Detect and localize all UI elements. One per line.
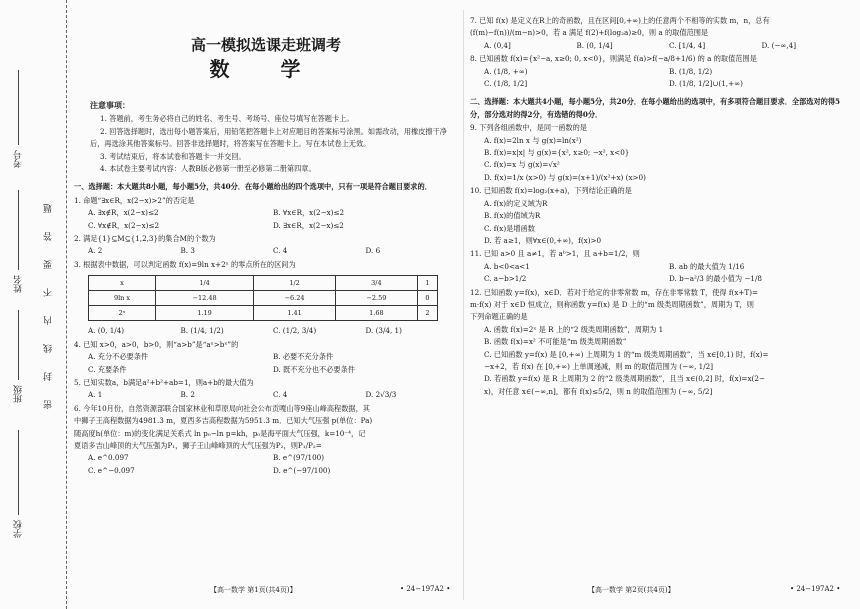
table-cell: 0	[417, 291, 437, 306]
seal-char: 不	[44, 288, 54, 297]
table-cell: −12.48	[156, 291, 254, 306]
option: D. (3/4, 1)	[365, 326, 402, 336]
option: D. 既不充分也不必要条件	[273, 364, 355, 374]
seal-char: 密	[44, 400, 54, 409]
option: x)，对任意 x∈(−∞,n]，都有 f(x)≤5/2，则 n 的取值范围为 (−∞, 5/2]	[484, 386, 713, 396]
option: B. ab 的最大值为 1/16	[669, 261, 745, 271]
notes-heading: 注意事项：	[90, 100, 130, 110]
option: C. ∀x∉R，x(2−x)≤2	[88, 220, 160, 230]
option: C. e^−0.097	[88, 465, 135, 475]
table-cell: 1	[417, 276, 437, 291]
option: A. b<0<a<1	[484, 261, 530, 271]
table-cell: 1.41	[254, 306, 336, 321]
question-stem: 5. 已知实数a，b满足a²+b²+ab=1，则a+b的最大值为	[74, 377, 254, 387]
option: A. (0, 1/4)	[88, 326, 125, 336]
write-line	[18, 70, 19, 145]
question-options	[470, 324, 854, 398]
option: B. e^(97/100)	[273, 453, 325, 463]
note-item: 1. 答题前，考生务必将自己的姓名、考生号、考场号、座位号填写在答题卡上。	[100, 114, 354, 124]
question-stem: 9. 下列各组函数中，是同一函数的是	[470, 123, 587, 133]
question-options	[74, 351, 458, 376]
question-stem: 11. 已知 a>0 且 a≠1，若 aᵇ>1，且 a+b=1/2，则	[470, 249, 640, 259]
question-stem: 6. 今年10月份，自然资源部联合国家林业和草原局向社会公布贡嘎山等9座山峰高程数据，其	[74, 403, 370, 413]
option: A. 充分不必要条件	[88, 352, 149, 362]
option: C. a−b>1/2	[484, 274, 527, 284]
question-stem-line: 中狮子王高程数据为4981.3 m，夏西多吉高程数据为5951.3 m．已知大气压强 p(单位：Pa)	[74, 416, 373, 426]
option: A. 2	[88, 246, 103, 256]
option: D. e^(−97/100)	[273, 465, 331, 475]
note-item: 3. 考试结束后，将本试卷和答题卡一并交回。	[100, 151, 246, 161]
option: A. (0,4]	[484, 40, 511, 50]
right-column	[470, 14, 854, 398]
page-fold-divider	[463, 10, 464, 600]
question-stem: 12. 已知函数 y=f(x)，x∈D．若对于给定的非零常数 m，存在非零常数 T，使得 f(x+T)=	[470, 287, 759, 297]
question-stem: 1. 命题“∃x∈R，x(2−x)>2”的否定是	[74, 195, 195, 205]
table-row	[89, 306, 438, 321]
field-school: 学校	[14, 520, 24, 538]
table-cell: 3/4	[335, 276, 417, 291]
binding-margin	[0, 0, 67, 609]
option: A. f(x)的定义域为R	[484, 198, 548, 208]
left-column	[74, 14, 458, 477]
option: C. (1/2, 3/4)	[273, 326, 317, 336]
question-stem-line: 随高度h(单位：m)的变化满足关系式 ln p₀−ln p=kh，p₀是海平面大气压强，k=10⁻⁴，记	[74, 428, 366, 438]
question-options	[74, 452, 458, 477]
option: C. 4	[273, 390, 288, 400]
write-line	[18, 190, 19, 270]
option: C. f(x)是增函数	[484, 223, 535, 233]
seal-char: 线	[44, 344, 54, 353]
write-line	[18, 430, 19, 515]
seal-char: 题	[44, 204, 54, 213]
question-stem-line: m·f(x) 对于 x∈D 恒成立，则称函数 y=f(x) 是 D 上的“m 级类周期函数”，周期为 T，则	[470, 299, 754, 309]
page-code: • 24−197A2 •	[400, 585, 451, 593]
option: C. f(x)=x 与 g(x)=√x²	[484, 160, 560, 170]
section-heading: 二、选择题：本大题共4小题，每小题5分，共20分．在每小题给出的选项中，有多项符合题目要求．全部选对的得5分，部分选对的得2分，有选错的得0分．	[470, 97, 841, 119]
option: D. 若 a≥1，则∀x∈(0,+∞)，f(x)>0	[484, 235, 602, 245]
question-options	[470, 261, 854, 286]
question-options	[470, 40, 854, 52]
option: C. [1/4, 4]	[669, 40, 706, 50]
option: −x+2，若 f(x) 在 [0,+∞) 上单调递减，则 m 的取值范围为 (−∞, 1/2]	[484, 361, 714, 371]
option: B. (1/8, 1/2)	[669, 66, 713, 76]
seal-char: 封	[44, 372, 54, 381]
option: B. 3	[180, 246, 195, 256]
option: A. ∃x∉R，x(2−x)≤2	[88, 208, 159, 218]
question-stem: 3. 根据表中数据，可以判定函数 f(x)=9ln x+2ˣ 的零点所在的区间为	[74, 259, 296, 269]
option: D. (−∞,4]	[761, 40, 797, 50]
table-cell: 1.19	[156, 306, 254, 321]
page-footer: 【高一数学 第2页(共4页)】	[588, 586, 675, 594]
table-cell: −2.59	[335, 291, 417, 306]
option: C. 充要条件	[88, 364, 127, 374]
question-stem: 4. 已知 x>0，a>0，b>0，则“a>b”是“aˣ>bˣ”的	[74, 339, 239, 349]
option: B. 2	[180, 390, 195, 400]
option: C. (1/8, 1/2]	[484, 79, 528, 89]
table-cell: 2ˣ	[89, 306, 156, 321]
note-item: 2. 回答选择题时，选出每小题答案后，用铅笔把答题卡上对应题目的答案标号涂黑。如需改动，用橡皮擦干净后，再选涂其他答案标号。回答非选择题时，将答案写在答题卡上。写在本试卷上无效。	[90, 126, 447, 149]
field-exam-number: 考号	[14, 150, 24, 168]
option: D. b−a²/3 的最小值为 −1/8	[669, 274, 762, 284]
question-stem: 7. 已知 f(x) 是定义在R上的奇函数，且在区间[0,+∞)上的任意两个不相等的实数 m，n，总有	[470, 16, 770, 25]
option: A. e^0.097	[88, 453, 129, 463]
exam-title: 高一模拟选课走班调考	[190, 36, 341, 54]
field-name: 姓名	[14, 275, 24, 293]
option: C. 4	[273, 246, 288, 256]
question-options	[74, 325, 458, 337]
question-options	[74, 207, 458, 232]
option: D. 2√3/3	[365, 390, 397, 400]
page-code: • 24−197A2 •	[790, 585, 841, 593]
note-item: 4. 本试卷主要考试内容：人教B版必修第一册至必修第二册第四章。	[100, 164, 316, 174]
table-cell: 1.68	[335, 306, 417, 321]
option: B. f(x)的值域为R	[484, 211, 541, 221]
table-cell: x	[89, 276, 156, 291]
option: D. 6	[365, 246, 381, 256]
question-options	[74, 389, 458, 401]
option: B. (0, 1/4]	[576, 40, 613, 50]
table-row	[89, 276, 438, 291]
table-cell: 9ln x	[89, 291, 156, 306]
option: B. f(x)=x|x| 与 g(x)={x², x≥0; −x², x<0}	[484, 148, 630, 158]
data-table	[88, 275, 438, 321]
table-cell: −6.24	[254, 291, 336, 306]
question-stem: 2. 满足{1}⊆M⊆{1,2,3}的集合M的个数为	[74, 234, 216, 244]
seal-char: 要	[44, 260, 54, 269]
table-row	[89, 291, 438, 306]
option: B. 函数 f(x)=x² 不可能是“m 级类周期函数”	[484, 337, 627, 347]
table-cell: 2	[417, 306, 437, 321]
table-cell: 1/2	[254, 276, 336, 291]
option: D. ∃x∈R，x(2−x)≤2	[273, 220, 344, 230]
table-cell: 1/4	[156, 276, 254, 291]
option: A. f(x)=2ln x 与 g(x)=ln(x²)	[484, 135, 582, 145]
option: A. (1/8, +∞)	[484, 66, 528, 76]
section-heading: 一、选择题：本大题共8小题，每小题5分，共40分．在每小题给出的四个选项中，只有一项是符合题目要求的．	[74, 182, 432, 192]
question-stem: 8. 已知函数 f(x)={x²−a, x≥0; 0, x<0}，则满足 f(a)>f(−a/8+1/6) 的 a 的取值范围是	[470, 54, 757, 64]
option: B. (1/4, 1/2)	[180, 326, 224, 336]
field-class: 班级	[14, 385, 24, 403]
question-stem-line: (f(m)−f(n))/(m−n)>0，若 a 满足 f(2)+f(log₂a)≥0，则 a 的取值范围是	[470, 28, 709, 38]
option: A. 1	[88, 390, 103, 400]
seal-char: 答	[44, 232, 54, 241]
write-line	[18, 310, 19, 380]
option: B. ∀x∈R，x(2−x)≤2	[273, 208, 345, 218]
seal-char: 内	[44, 316, 54, 325]
page-footer: 【高一数学 第1页(共4页)】	[210, 586, 297, 594]
option: D. (1/8, 1/2]∪(1,+∞)	[669, 79, 743, 89]
option: B. 必要不充分条件	[273, 352, 334, 362]
question-options	[74, 245, 458, 257]
question-options	[470, 135, 854, 185]
question-stem-line: 下列命题正确的是	[470, 312, 528, 322]
subject-title: 数 学	[209, 57, 323, 81]
question-options	[470, 198, 854, 248]
question-stem-line: 夏语多吉山峰顶的大气压强为P₁，狮子王山峰峰顶的大气压强为P₂，则P₁/P₂=	[74, 440, 322, 450]
option: C. 已知函数 y=f(x) 是 [0,+∞) 上周期为 1 的“m 级类周期函数”，当 x∈[0,1) 时，f(x)=	[484, 349, 769, 359]
question-options	[470, 66, 854, 91]
option: D. f(x)=1/x (x>0) 与 g(x)=(x+1)/(x²+x) (x>0)	[484, 172, 646, 182]
question-stem: 10. 已知函数 f(x)=log₂(x+a)，下列结论正确的是	[470, 186, 632, 196]
option: A. 函数 f(x)=2ˣ 是 R 上的“2 级类周期函数”，周期为 1	[484, 324, 664, 334]
option: D. 若函数 y=f(x) 是 R 上周期为 2 的“2 级类周期函数”，且当 x∈(0,2] 时，f(x)=x(2−	[484, 374, 765, 384]
